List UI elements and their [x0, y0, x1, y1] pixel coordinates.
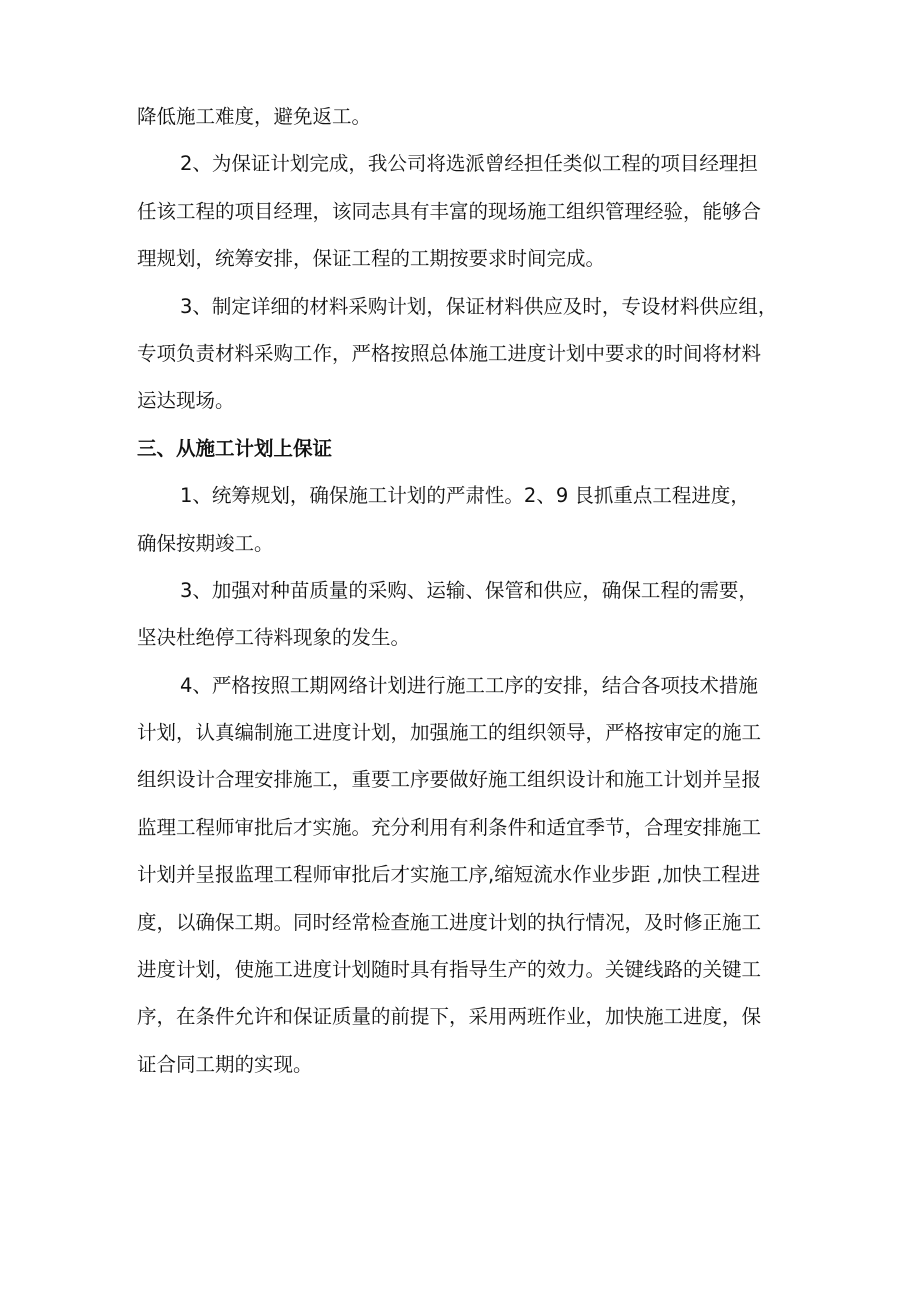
section-paragraph-1-line-1: 1、统筹规划，确保施工计划的严肃性。2、9 艮抓重点工程进度， — [180, 484, 750, 508]
document-body — [137, 104, 787, 1078]
text-line: 降低施工难度，避免返工。 — [137, 105, 372, 128]
section-paragraph-2-line-1: 3、加强对种苗质量的采购、运输、保管和供应，确保工程的需要， — [180, 578, 758, 602]
paragraph-3-line-2: 专项负责材料采购工作，严格按照总体施工进度计划中要求的时间将材料 — [137, 341, 762, 365]
section-paragraph-3-line-3: 组织设计合理安排施工，重要工序要做好施工组织设计和施工计划并呈报 — [137, 768, 762, 792]
section-paragraph-3-line-7: 进度计划，使施工进度计划随时具有指导生产的效力。关键线路的关键工 — [137, 958, 762, 982]
paragraph-2-line-3: 理规划，统筹安排，保证工程的工期按要求时间完成。 — [137, 247, 606, 271]
section-paragraph-3-line-9: 证合同工期的实现。 — [137, 1052, 313, 1076]
paragraph-2-line-1: 2、为保证计划完成，我公司将选派曾经担任类似工程的项目经理担 — [180, 152, 758, 176]
paragraph-3-line-1: 3、制定详细的材料采购计划，保证材料供应及时，专设材料供应组， — [180, 294, 778, 318]
paragraph-2-line-2: 任该工程的项目经理，该同志具有丰富的现场施工组织管理经验，能够合 — [137, 199, 762, 223]
section-paragraph-3-line-8: 序，在条件允许和保证质量的前提下，采用两班作业，加快施工进度，保 — [137, 1005, 762, 1029]
section-paragraph-3-line-6: 度，以确保工期。同时经常检查施工进度计划的执行情况，及时修正施工 — [137, 910, 762, 934]
section-paragraph-3-line-1: 4、严格按照工期网络计划进行施工工序的安排，结合各项技术措施 — [180, 673, 758, 697]
section-paragraph-2-line-2: 坚决杜绝停工待料现象的发生。 — [137, 626, 411, 650]
section-heading: 三、从施工计划上保证 — [137, 436, 333, 460]
paragraph-3-line-3: 运达现场。 — [137, 389, 235, 413]
section-paragraph-3-line-2: 计划，认真编制施工进度计划，加强施工的组织领导，严格按审定的施工 — [137, 721, 762, 745]
section-paragraph-3-line-4: 监理工程师审批后才实施。充分利用有利条件和适宜季节，合理安排施工 — [137, 815, 762, 839]
section-paragraph-1-line-2: 确保按期竣工。 — [137, 531, 274, 555]
section-paragraph-3-line-5: 计划并呈报监理工程师审批后才实施工序,缩短流水作业步距 ,加快工程进 — [137, 863, 761, 887]
